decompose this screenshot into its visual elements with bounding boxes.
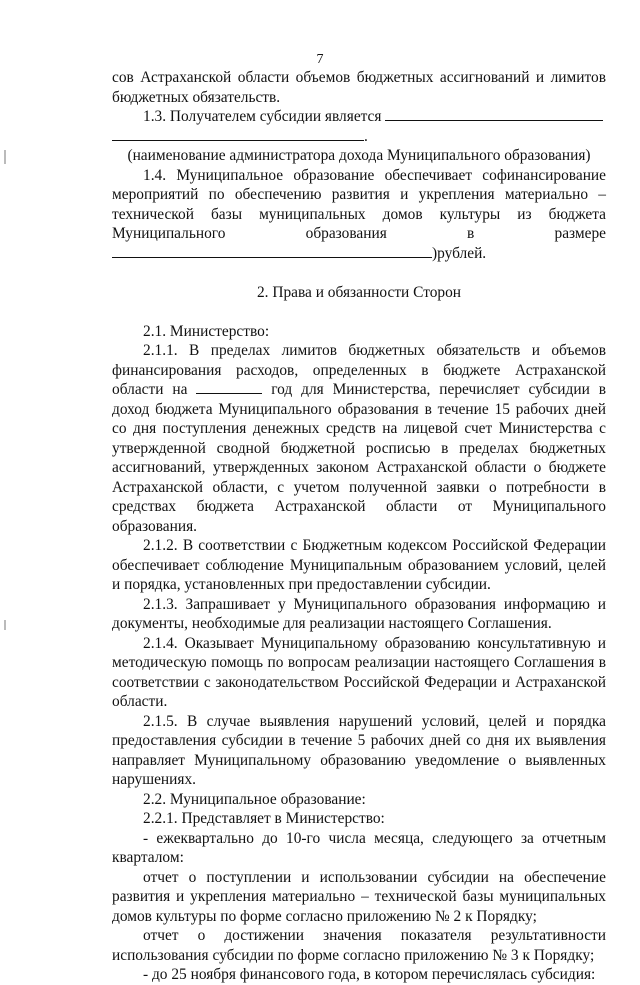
paragraph-1-4-text: 1.4. Муниципальное образование обеспечивает софинансирование мероприятий по обеспечению развития и укрепления материально – технической базы муниципальных домов культуры из бюджета Муниципального образования в размере — [112, 166, 606, 242]
list-item-quarterly: - ежеквартально до 10-го числа месяца, следующего за отчетным кварталом: — [112, 829, 606, 866]
paragraph-2-1-2: 2.1.2. В соответствии с Бюджетным кодексом Российской Федерации обеспечивает соблюдение Муниципальным образованием условий, целей и порядка, установленных при предоставлении субсидии. — [112, 537, 606, 593]
paragraph-2-1-3: 2.1.3. Запрашивает у Муниципального образования информацию и документы, необходимые для реализации настоящего Соглашения. — [112, 595, 606, 632]
paragraph-1-4 — [112, 166, 606, 264]
paragraph-2-1-1 — [112, 341, 606, 536]
page-number: 7 — [316, 52, 324, 67]
paragraph-1-3-end: . — [364, 127, 368, 145]
paragraph-2-1-5: 2.1.5. В случае выявления нарушений условий, целей и порядка предоставления субсидии в течение 5 рабочих дней со дня их выявления направляет Муниципальному образованию уведомление о выявленных нарушениях. — [112, 712, 606, 788]
fill-in-blank — [112, 127, 364, 141]
section-2-title: 2. Права и обязанности Сторон — [256, 283, 462, 301]
fill-in-blank — [196, 380, 262, 394]
recipient-note: (наименование администратора дохода Муниципального образования) — [127, 147, 591, 164]
list-item-november: - до 25 ноября финансового года, в котором перечислялась субсидия: — [143, 966, 596, 983]
paragraph-1-3-text: 1.3. Получателем субсидии является — [143, 108, 382, 125]
spacer — [112, 302, 606, 322]
paragraph-1-4-end: )рублей. — [432, 244, 487, 262]
document-body — [112, 68, 606, 985]
report-item-2: отчет о достижении значения показателя результативности использования субсидии по форме согласно приложению № 3 к Порядку; — [112, 927, 606, 964]
fill-in-blank — [112, 244, 432, 258]
paragraph-2-1-1-text-b: год для Министерства, перечисляет субсидии в доход бюджета Муниципального образования в течение 15 рабочих дней со дня поступления денежных средств на лицевой счет Министерства с утвержденной сводной бюджетной росписью в пределах бюджетных ассигнований, утвержденных законом Астраханской области о бюджете Астраханской области, с учетом полученной заявки о потребности в средствах бюджета Астраханской области от Муниципального образования. — [112, 381, 606, 535]
spacer — [112, 263, 606, 283]
paragraph-continuation: сов Астраханской области объемов бюджетных ассигнований и лимитов бюджетных обязательств. — [112, 69, 606, 106]
scan-edge-mark — [4, 150, 6, 164]
paragraph-2-1-4: 2.1.4. Оказывает Муниципальному образованию консультативную и методическую помощь по вопросам реализации настоящего Соглашения в соответствии с законодательством Российской Федерации и Астраханской области. — [112, 634, 606, 710]
paragraph-2-1: 2.1. Министерство: — [143, 322, 270, 340]
paragraph-2-2: 2.2. Муниципальное образование: — [143, 790, 366, 808]
scan-edge-mark — [4, 620, 6, 630]
fill-in-blank — [385, 107, 603, 121]
report-item-1: отчет о поступлении и использовании субсидии на обеспечение развития и укрепления материально – технической базы муниципальных домов культуры по форме согласно приложению № 2 к Порядку; — [112, 868, 606, 925]
paragraph-1-3 — [112, 107, 606, 146]
paragraph-2-2-1: 2.2.1. Представляет в Министерство: — [143, 810, 385, 827]
paragraph-2-1-1-text-a: 2.1.1. В пределах лимитов бюджетных обязательств и объемов финансирования расходов, определенных в бюджете Астраханской области на — [112, 342, 606, 398]
